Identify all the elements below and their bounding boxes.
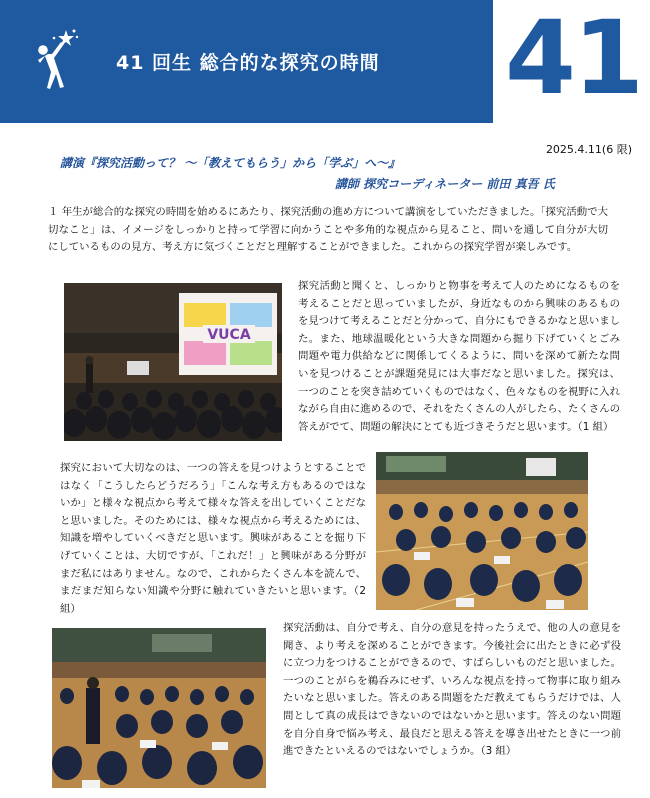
students-discussion-photo	[52, 628, 266, 788]
students-floor-photo	[376, 452, 588, 610]
slide-quadrant-2	[230, 303, 272, 327]
slide-quadrant-3	[184, 341, 226, 365]
issue-number: 41	[505, 0, 641, 118]
lecture-hall-photo	[64, 283, 282, 441]
slide-quadrant-1	[184, 303, 226, 327]
lecture-title: 講演『探究活動って？ ～「教えてもらう」から「学ぶ」へ～』	[60, 156, 401, 170]
lecturer-name: 講師 探究コーディネーター 前田 真吾 氏	[335, 177, 555, 191]
page-title: 41 回生 総合的な探究の時間	[116, 52, 380, 74]
person-reaching-star-icon	[30, 28, 88, 96]
student-comment-1: 探究活動と聞くと、しっかりと物事を考えて人のためになるものを考えることだと思っていましたが、身近なものから興味のあるものを見つけて考えることだと分かって、自分にもできるかなと思いました。また、地球温暖化という大きな問題から掘り下げていくとごみ問題や電力供給などに関係してくるように、問いを深めて新たな問いを見つけることが課題発見には大事だなと思いました。探究は、一つのことを突き詰めていくものではなく、色々なものを視野に入れながら自由に進めるので、それをたくさんの人がしたら、たくさんの答えがでて、問題の解決にとても近づきそうだと思います。（1 組）	[298, 280, 620, 433]
intro-paragraph: １ 年生が総合的な探究の時間を始めるにあたり、探究活動の進め方について講演をしていただきました。「探究活動で大切なこと」は、イメージをしっかりと持って学習に向かうことや多角的な視点から見ること、問いを通して自分が大切にしているものの見方、考え方に気づくことだと理解することができました。これからの探究学習が楽しみです。	[48, 206, 608, 254]
date: 2025.4.11(6 限)	[545, 143, 632, 156]
slide-quadrant-4	[230, 341, 272, 365]
header-bar	[0, 0, 493, 123]
student-comment-2: 探究において大切なのは、一つの答えを見つけようとすることではなく「こうしたらどうだろう」「こんな考え方もあるのではないか」と様々な視点から考えて様々な答えを出していくことだなと思いました。そのためには、様々な視点から考えるためには、知識を増やしていくべきだと思います。興味があることを掘り下げていくことは、大切ですが、「これだ！」と興味がある分野がまだ私にはありません。なので、これからたくさん本を読んで、まだまだ知らない知識や分野に触れていきたいと思います。（2組）	[60, 462, 366, 615]
slide-heading: VUCA	[207, 327, 251, 343]
student-comment-3: 探究活動は、自分で考え、自分の意見を持ったうえで、他の人の意見を聞き、より考えを深めることができます。今後社会に出たときに必ず役に立つ力をつけることができるので、すばらしいものだと思いました。一つのことがらを鵜呑みにせず、いろんな視点を持って物事に取り組みたいなと思いました。答えのある問題をただ教えてもらうだけでは、人間として真の成長はできないのではないかと思います。答えのない問題を自分自身で悩み考え、最良だと思える答えを導き出せたときに一つ前進できたといえるのではないでしょうか。（3 組）	[283, 622, 621, 758]
